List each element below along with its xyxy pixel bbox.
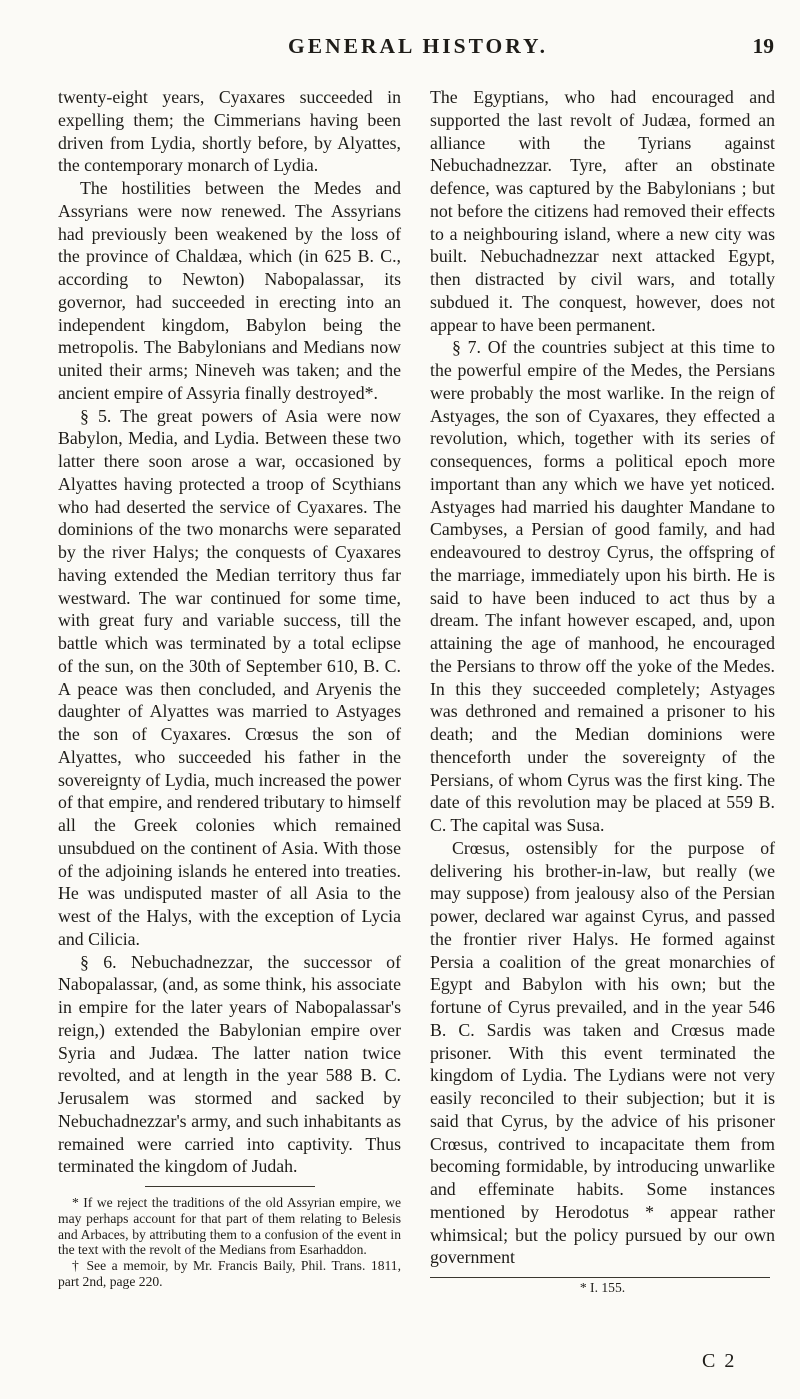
- footnote: † See a memoir, by Mr. Francis Baily, Phil. Trans. 1811, part 2nd, page 220.: [58, 1258, 401, 1289]
- page-header-title: GENERAL HISTORY.: [288, 34, 548, 58]
- left-column: [58, 86, 401, 1290]
- running-head: [58, 34, 778, 66]
- footnote-divider: [430, 1277, 770, 1278]
- footnote: * If we reject the traditions of the old Assyrian empire, we may perhaps account for that part of them relating to Belesis and Arbaces, by attributing them to a confusion of the event in the text with the revolt of the Medians from Esarhaddon.: [58, 1195, 401, 1258]
- right-column: [430, 86, 775, 1296]
- paragraph: Crœsus, ostensibly for the purpose of delivering his brother-in-law, but really (we may suppose) from jealousy also of the Persian power, declared war against Cyrus, and passed the frontier river Halys. He formed against Persia a coalition of the great monarchies of Egypt and Babylon with his own; but the fortune of Cyrus prevailed, and in the year 546 B. C. Sardis was taken and Crœsus made prisoner. With this event terminated the kingdom of Lydia. The Lydians were not very easily reconciled to their subjection; but it is said that Cyrus, by the advice of his prisoner Crœsus, contrived to incapacitate them from becoming formidable, by introducing unwarlike and effeminate habits. Some instances mentioned by Herodotus * appear rather whimsical; but the policy pursued by our own government: [430, 837, 775, 1268]
- signature-mark: C 2: [702, 1350, 737, 1372]
- paragraph: § 6. Nebuchadnezzar, the successor of Nabopalassar, (and, as some think, his associate in empire for the later years of Nabopalassar's reign,) extended the Babylonian empire over Syria and Judæa. The latter nation twice revolted, and at length in the year 588 B. C. Jerusalem was stormed and sacked by Nebuchadnezzar's army, and such inhabitants as remained were carried into captivity. Thus terminated the kingdom of Judah.: [58, 951, 401, 1177]
- paragraph: twenty-eight years, Cyaxares succeeded in expelling them; the Cimmerians having been driven from Lydia, shortly before, by Alyattes, the contemporary monarch of Lydia.: [58, 87, 401, 176]
- footnote-divider: [145, 1186, 315, 1187]
- footnotes: [58, 1195, 401, 1290]
- paragraph: § 5. The great powers of Asia were now Babylon, Media, and Lydia. Between these two latter there soon arose a war, occasioned by Alyattes having protected a troop of Scythians who had deserted the service of Cyaxares. The dominions of the two monarchs were separated by the river Halys; the conquests of Cyaxares having extended the Median territory thus far westward. The war continued for some time, with great fury and variable success, till the battle which was terminated by a total eclipse of the sun, on the 30th of September 610, B. C. A peace was then concluded, and Aryenis the daughter of Alyattes was married to Astyages the son of Cyaxares. Crœsus the son of Alyattes, who succeeded his father in the sovereignty of Lydia, much increased the power of that empire, and rendered tributary to himself all the Greek colonies which remained unsubdued on the continent of Asia. With those of the adjoining islands he entered into treaties. He was undisputed master of all Asia to the west of the Halys, with the exception of Lycia and Cilicia.: [58, 405, 401, 949]
- footnote: * I. 155.: [579, 1280, 626, 1295]
- paragraph: The Egyptians, who had encouraged and supported the last revolt of Judæa, formed an alliance with the Tyrians against Nebuchadnezzar. Tyre, after an obstinate defence, was captured by the Babylonians ; but not before the citizens had removed their effects to a neighbouring island, where a new city was built. Nebuchadnezzar next attacked Egypt, then distracted by civil wars, and totally subdued it. The conquest, however, does not appear to have been permanent.: [430, 87, 775, 335]
- paragraph: § 7. Of the countries subject at this time to the powerful empire of the Medes, the Persians were probably the most warlike. In the reign of Astyages, the son of Cyaxares, they effected a revolution, which, together with its series of consequences, forms a political epoch more important than any which we have yet noticed. Astyages had married his daughter Mandane to Cambyses, a Persian of good family, and had endeavoured to destroy Cyrus, the offspring of the marriage, immediately upon his birth. He is said to have been induced to act thus by a dream. The infant however escaped, and, upon attaining the age of manhood, he encouraged the Persians to throw off the yoke of the Medes. In this they succeeded completely; Astyages was dethroned and remained a prisoner to his death; and the Median dominions were thenceforth under the sovereignty of the Persians, of whom Cyrus was the first king. The date of this revolution may be placed at 559 B. C. The capital was Susa.: [430, 337, 775, 835]
- paragraph: The hostilities between the Medes and Assyrians were now renewed. The Assyrians had previously been weakened by the loss of the province of Chaldæa, which (in 625 B. C., according to Newton) Nabopalassar, its governor, had succeeded in erecting into an independent kingdom, Babylon being the metropolis. The Babylonians and Medians now united their arms; Nineveh was taken; and the ancient empire of Assyria finally destroyed*.: [58, 178, 401, 403]
- page-number: 19: [752, 34, 774, 58]
